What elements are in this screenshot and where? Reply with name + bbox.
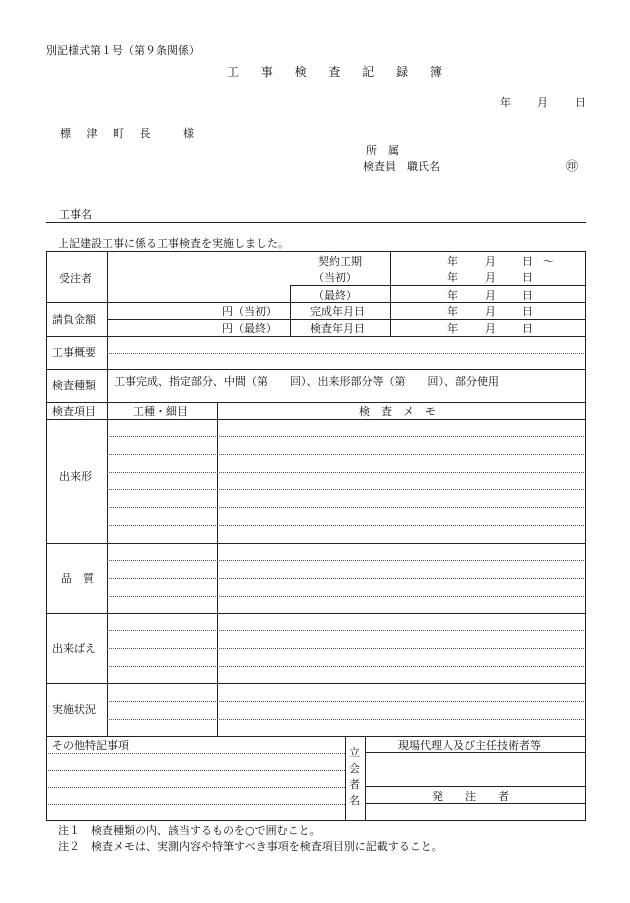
inspection-type-label: 検査種類 [52,379,96,392]
construction-name-underline [46,222,586,223]
site-agent-label: 現場代理人及び主任技術者等 [398,739,541,752]
contract-period-label: 契約工期 [318,255,362,268]
inspection-day: 日 [522,322,533,335]
intro-text: 上記建設工事に係る工事検査を実施しました。 [58,237,289,250]
period-start-day: 日 [522,255,533,268]
affiliation-label: 所 属 [366,144,399,157]
form-number: 別記様式第１号（第９条関係） [46,44,200,57]
note-1: 注１ 検査種類の内、該当するものを○で囲むこと。 [58,824,321,837]
inspection-date-label: 検査年月日 [310,322,365,335]
contract-amount-label: 請負金額 [52,313,96,326]
period-final-month: 月 [485,289,496,302]
witness-char-1: 立 [349,746,360,759]
period-start-year: 年 [447,255,458,268]
period-initial-day: 日 [522,271,533,284]
period-initial-month: 月 [485,271,496,284]
period-final-year: 年 [447,289,458,302]
inspection-item-label: 検査項目 [52,405,96,418]
completion-date-label: 完成年月日 [310,305,365,318]
seal-mark: ㊞ [566,159,579,173]
amount-initial-label: 円（当初） [222,305,277,318]
period-initial-year: 年 [447,271,458,284]
other-notes-label: その他特記事項 [52,739,129,752]
inspection-month: 月 [485,322,496,335]
contract-final-label: （最終） [313,289,357,302]
witness-char-2: 会 [349,762,360,775]
inspection-type-options: 工事完成、指定部分、中間（第 回）、出来形部分等（第 回）、部分使用 [114,375,499,388]
contract-initial-label: （当初） [313,271,357,284]
completion-month: 月 [485,305,496,318]
period-final-day: 日 [522,289,533,302]
orderer-label: 発 注 者 [432,790,509,803]
completion-year: 年 [447,305,458,318]
inspection-year: 年 [447,322,458,335]
client-label: 受注者 [59,272,92,285]
amount-final-label: 円（最終） [222,322,277,335]
inspection-memo-label: 検 査 メ モ [359,405,436,418]
construction-name-label: 工事名 [59,208,92,221]
date-day: 日 [575,96,586,109]
section-implementation: 実施状況 [52,703,96,716]
note-2: 注２ 検査メモは、実測内容や特筆すべき事項を検査項目別に記載すること。 [58,840,443,853]
date-month: 月 [537,96,548,109]
period-tilde: 〜 [543,255,554,268]
work-type-label: 工種・細目 [133,405,188,418]
date-year: 年 [500,96,511,109]
page-title: 工 事 検 査 記 録 簿 [227,65,451,79]
overview-label: 工事概要 [52,346,96,359]
witness-char-3: 者 [349,778,360,791]
section-workmanship: 出来ばえ [52,642,96,655]
period-start-month: 月 [485,255,496,268]
addressee: 標 津 町 長 様 [60,127,200,140]
inspector-label: 検査員 職氏名 [363,160,440,173]
witness-char-4: 名 [349,794,360,807]
completion-day: 日 [522,305,533,318]
section-dekigata: 出来形 [59,470,92,483]
section-quality: 品 質 [61,572,94,585]
